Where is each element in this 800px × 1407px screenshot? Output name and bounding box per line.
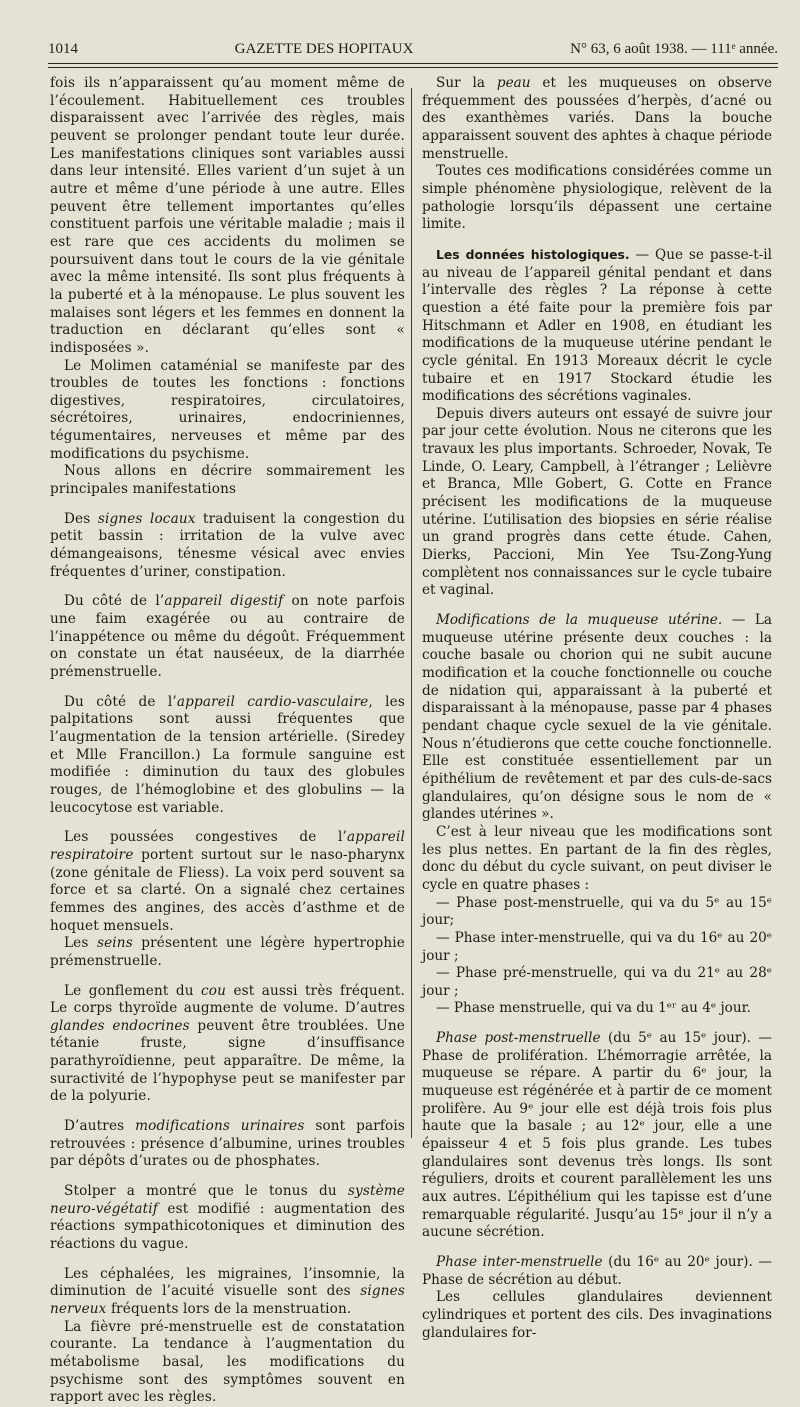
paragraph: Les céphalées, les migraines, l’insomnie, la diminution de l’acuité visuelle sont des signes nerveux fréquents lors de la menstruation. bbox=[50, 1265, 405, 1317]
paragraph: Stolper a montré que le tonus du système neuro-végétatif est modifié : augmentation des réactions sympathicotoniques et diminution des réactions du vague. bbox=[50, 1183, 405, 1253]
paragraph: D’autres modifications urinaires sont parfois retrouvées : présence d’albumine, urines troubles par dépôts d’urates ou de phosphates. bbox=[50, 1118, 406, 1170]
paragraph: Phase inter-menstruelle (du 16ᵉ au 20ᵉ jour). — Phase de sécrétion au début. bbox=[422, 1254, 773, 1288]
issue-info: N° 63, 6 août 1938. — 111ᵉ année. bbox=[570, 40, 778, 57]
paragraph: Sur la peau et les muqueuses on observe fréquemment des poussées d’herpès, d’acné ou des exanthèmes variés. Dans la bouche apparaissent souvent des aphtes à chaque période menstruelle. bbox=[422, 75, 772, 162]
column-divider bbox=[411, 88, 412, 1138]
header-rule-bottom bbox=[48, 67, 778, 68]
left-column bbox=[50, 75, 405, 1407]
paragraph: Depuis divers auteurs ont essayé de suivre jour par jour cette évolution. Nous ne citerons que les travaux les plus importants. Schroeder, Novak, Te Linde, O. Leary, Campbell, à l’étranger ; Lelièvre et Branca, Mlle Gobert, G. Cotte en France précisent les modifications de la muqueuse utérine. L’utilisation des biopsies en série réalise un grand progrès dans cette étude. Cahen, Dierks, Paccioni, Min Yee Tsu-Zong-Yung complètent nos connaissances sur le cycle tubaire et vaginal. bbox=[422, 405, 772, 599]
list-item: — Phase inter-menstruelle, qui va du 16ᵉ au 20ᵉ jour ; bbox=[422, 929, 772, 964]
paragraph: Les seins présentent une légère hypertrophie prémenstruelle. bbox=[50, 935, 405, 969]
running-header bbox=[48, 38, 778, 60]
section-paragraph: Les données histologiques. — Que se passe-t-il au niveau de l’appareil génital pendant et dans l’intervalle des règles ? La réponse à cette question a été faite pour la première fois par Hitschmann et Adler en 1908, en étudiant les modifications de la muqueuse utérine pendant le cycle génital. En 1913 Moreaux décrit le cycle tubaire et en 1917 Stockard étudie les modifications des sécrétions vaginales. bbox=[422, 246, 772, 405]
list-item: — Phase pré-menstruelle, qui va du 21ᵉ au 28ᵉ jour ; bbox=[422, 965, 772, 999]
paragraph: Le Molimen cataménial se manifeste par des troubles de toutes les fonctions : fonctions digestives, respiratoires, circulatoires, sécrétoires, urinaires, endocriniennes, tégumentaires, nerveuses et même par des modifications du psychisme. bbox=[50, 357, 405, 462]
paragraph: Les poussées congestives de l’appareil respiratoire portent surtout sur le naso-pharynx (zone génitale de Fliess). La voix perd souvent sa force et sa clarté. On a signalé chez certaines femmes des angines, des accès d’asthme et de hoquet mensuels. bbox=[50, 829, 405, 934]
subsection-heading: Modifications de la muqueuse utérine. bbox=[436, 612, 723, 629]
page-number: 1014 bbox=[48, 40, 78, 57]
section-heading: Les données histologiques. bbox=[436, 246, 630, 262]
paragraph: Les cellules glandulaires deviennent cylindriques et portent des cils. Des invaginations glandulaires for- bbox=[422, 1289, 772, 1341]
paragraph: Phase post-menstruelle (du 5ᵉ au 15ᵉ jour). — Phase de prolifération. L’hémorragie arrêtée, la muqueuse se répare. A partir du 6ᵉ jour, la muqueuse est régénérée et à partir de ce moment prolifère. Au 9ᵉ jour elle est déjà trois fois plus haute que la basale ; au 12ᵉ jour, elle a une épaisseur 4 et 5 fois plus grande. Les tubes glandulaires sont devenus très longs. Ils sont réguliers, droits et courent parallèlement les uns aux autres. L’épithélium qui les tapisse est d’une remarquable régularité. Jusqu’au 15ᵉ jour il n’y a aucune sécrétion. bbox=[422, 1030, 772, 1241]
list-item: — Phase post-menstruelle, qui va du 5ᵉ au 15ᵉ jour; bbox=[422, 894, 772, 929]
paragraph: La fièvre pré-menstruelle est de constatation courante. La tendance à l’augmentation du métabolisme basal, les modifications du psychisme sont des symptômes souvent en rapport avec les règles. bbox=[50, 1318, 405, 1406]
paragraph: C’est à leur niveau que les modifications sont les plus nettes. En partant de la fin des règles, donc du début du cycle suivant, on peut diviser le cycle en quatre phases : bbox=[422, 823, 772, 893]
list-item: — Phase menstruelle, qui va du 1ᵉʳ au 4ᵉ jour. bbox=[436, 1000, 751, 1017]
paragraph: Du côté de l’appareil cardio-vasculaire, les palpitations sont aussi fréquentes que l’augmentation de la tension artérielle. (Siredey et Mlle Francillon.) La formule sanguine est modifiée : diminution du taux des globules rouges, de l’hémoglobine et des globulins — la leucocytose est variable. bbox=[50, 693, 406, 816]
right-column bbox=[422, 75, 772, 1342]
paragraph: Toutes ces modifications considérées comme un simple phénomène physiologique, relèvent de la pathologie lorsqu’ils dépassent une certaine limite. bbox=[422, 163, 772, 233]
paragraph: Le gonflement du cou est aussi très fréquent. Le corps thyroïde augmente de volume. D’autres glandes endocrines peuvent être troublées. Une tétanie fruste, signe d’insuffisance parathyroïdienne, peut apparaître. De même, la suractivité de l’hypophyse peut se manifester par de la polyurie. bbox=[50, 982, 405, 1105]
header-rule-top bbox=[48, 63, 778, 64]
paragraph: Nous allons en décrire sommairement les principales manifestations bbox=[50, 463, 405, 498]
paragraph: fois ils n’apparaissent qu’au moment même de l’écoulement. Habituellement ces troubles disparaissent avec l’arrivée des règles, mais peuvent se prolonger pendant toute leur durée. Les manifestations cliniques sont variables aussi dans leur intensité. Elles varient d’un sujet à un autre et même d’une période à une autre. Elles peuvent être tellement importantes qu’elles constituent parfois une véritable maladie ; mais il est rare que ces accidents du molimen se poursuivent dans tout le cours de la vie génitale avec la même intensité. Ils sont plus fréquents à la puberté et à la ménopause. Le plus souvent les malaises sont légers et les femmes en donnent la traduction en déclarant qu’elles sont « indisposées ». bbox=[50, 75, 405, 356]
paragraph: Du côté de l’appareil digestif on note parfois une faim exagérée ou au contraire de l’inappétence ou même du dégoût. Fréquemment on constate un état nauséeux, de la diarrhée prémenstruelle. bbox=[50, 593, 406, 680]
paragraph: Des signes locaux traduisent la congestion du petit bassin : irritation de la vulve avec démangeaisons, ténesme vésical avec envies fréquentes d’uriner, constipation. bbox=[50, 510, 406, 580]
paragraph: Modifications de la muqueuse utérine. — La muqueuse utérine présente deux couches : la couche basale ou chorion qui ne subit aucune modification et la couche fonctionnelle ou couche de nidation qui, apparaissant à la puberté et disparaissant à la ménopause, passe par 4 phases pendant chaque cycle sexuel de la vie génitale. Nous n’étudierons que cette couche fonctionnelle. Elle est constituée essentiellement par un épithélium de revêtement et par des culs-de-sacs glandulaires, qu’on désigne sous le nom de « glandes utérines ». bbox=[422, 612, 772, 823]
journal-title: GAZETTE DES HOPITAUX bbox=[234, 40, 414, 57]
